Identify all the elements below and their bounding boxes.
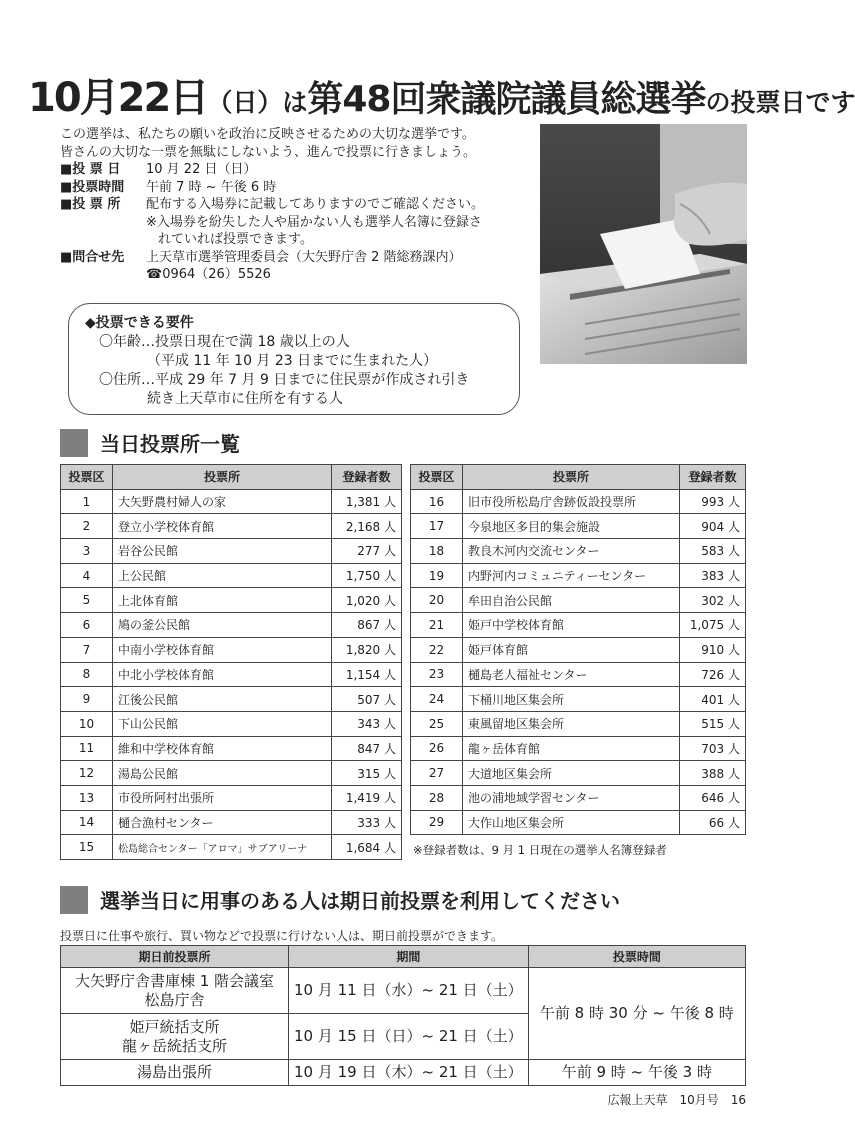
polling-place: 中北小学校体育館: [113, 662, 332, 687]
col-header: 投票所: [113, 465, 332, 490]
registered-count: 1,419 人: [332, 785, 402, 810]
page-footer: 広報上天草 10月号 16: [607, 1093, 746, 1107]
col-header: 投票時間: [528, 946, 745, 968]
table-row: [61, 489, 402, 514]
early-place: 松島庁舎: [144, 990, 205, 1009]
district-number: 25: [411, 711, 463, 736]
table-row: [61, 785, 402, 810]
polling-place: 岩谷公民館: [113, 539, 332, 564]
registered-count: 388 人: [680, 761, 746, 786]
place-note: ※入場券を紛失した人や届かない人も選挙人名簿に登録さ: [146, 214, 482, 230]
district-number: 8: [61, 662, 113, 687]
registered-count: 343 人: [332, 711, 402, 736]
table-row: [61, 637, 402, 662]
district-number: 16: [411, 489, 463, 514]
early-time-main: 午前 8 時 30 分 ~ 午後 8 時: [528, 968, 745, 1060]
polling-place: 維和中学校体育館: [113, 736, 332, 761]
registered-count: 847 人: [332, 736, 402, 761]
info-label: ■投票時間: [60, 179, 125, 195]
info-row-place: [60, 196, 530, 214]
table-row: [411, 613, 746, 638]
col-header: 投票区: [61, 465, 113, 490]
district-number: 19: [411, 563, 463, 588]
table-row: [411, 637, 746, 662]
district-number: 9: [61, 687, 113, 712]
intro-line: 皆さんの大切な一票を無駄にしないよう、進んで投票に行きましょう。: [60, 144, 477, 160]
polling-place: 教良木河内交流センター: [463, 539, 680, 564]
registered-count: 507 人: [332, 687, 402, 712]
table-row: [411, 810, 746, 835]
polling-place: 中南小学校体育館: [113, 637, 332, 662]
polling-place: 松島総合センター「アロマ」サブアリーナ: [113, 835, 332, 860]
polling-place: 湯島公民館: [113, 761, 332, 786]
registered-count: 66 人: [680, 810, 746, 835]
info-row-contact: [60, 249, 530, 267]
district-number: 20: [411, 588, 463, 613]
col-header: 登録者数: [680, 465, 746, 490]
place-note-cont: れていれば投票できます。: [158, 232, 313, 247]
table-row: [61, 588, 402, 613]
district-number: 3: [61, 539, 113, 564]
info-value: 配布する入場券に記載してありますのでご確認ください。: [146, 197, 485, 212]
early-time-yushima: 午前 9 時 ~ 午後 3 時: [528, 1060, 745, 1086]
district-number: 13: [61, 785, 113, 810]
district-number: 21: [411, 613, 463, 638]
polling-place: 姫戸中学校体育館: [463, 613, 680, 638]
early-place: 大矢野庁舎書庫棟 1 階会議室: [74, 971, 275, 990]
table-row: [61, 761, 402, 786]
polling-table-left: [60, 464, 402, 860]
registered-count: 646 人: [680, 785, 746, 810]
col-header: 投票区: [411, 465, 463, 490]
early-voting-table: [60, 945, 746, 1086]
registered-count: 1,684 人: [332, 835, 402, 860]
section-square-icon: [60, 429, 88, 457]
district-number: 22: [411, 637, 463, 662]
table-row: [61, 662, 402, 687]
polling-place: 東風留地区集会所: [463, 711, 680, 736]
district-number: 10: [61, 711, 113, 736]
district-number: 2: [61, 514, 113, 539]
registered-count: 302 人: [680, 588, 746, 613]
info-label: ■問合せ先: [60, 249, 125, 265]
early-place-cell: [61, 968, 289, 1014]
info-value: 10 月 22 日（日）: [146, 162, 257, 177]
polling-place: 鳩の釜公民館: [113, 613, 332, 638]
polling-place: 旧市役所松島庁舎跡仮設投票所: [463, 489, 680, 514]
info-label: ■投 票 日: [60, 162, 121, 177]
polling-note: ※登録者数は、9 月 1 日現在の選挙人名簿登録者: [413, 843, 667, 857]
early-voting-intro: 投票日に仕事や旅行、買い物などで投票に行けない人は、期日前投票ができます。: [60, 929, 504, 943]
section-title: 当日投票所一覧: [100, 432, 240, 456]
registered-count: 910 人: [680, 637, 746, 662]
district-number: 12: [61, 761, 113, 786]
section-heading-polling: [60, 428, 240, 457]
table-row: [61, 1060, 746, 1086]
district-number: 17: [411, 514, 463, 539]
col-header: 登録者数: [332, 465, 402, 490]
table-row: [61, 810, 402, 835]
section-title: 選挙当日に用事のある人は期日前投票を利用してください: [100, 889, 620, 913]
requirement-address: 〇住所…平成 29 年 7 月 9 日までに住民票が作成され引き: [99, 372, 470, 388]
district-number: 23: [411, 662, 463, 687]
headline-suffix: の投票日です: [705, 88, 855, 117]
district-number: 24: [411, 687, 463, 712]
registered-count: 703 人: [680, 736, 746, 761]
table-header-row: [61, 946, 746, 968]
ballot-box-photo: [540, 124, 747, 364]
district-number: 28: [411, 785, 463, 810]
polling-place: 大矢野農村婦人の家: [113, 489, 332, 514]
registered-count: 1,020 人: [332, 588, 402, 613]
polling-place: 大作山地区集会所: [463, 810, 680, 835]
early-place: 龍ヶ岳統括支所: [121, 1036, 227, 1055]
polling-place: 池の浦地域学習センター: [463, 785, 680, 810]
table-row: [411, 563, 746, 588]
early-place-cell: [61, 1014, 289, 1060]
district-number: 4: [61, 563, 113, 588]
intro-block: [60, 126, 530, 284]
table-row: [411, 761, 746, 786]
polling-place: 下山公民館: [113, 711, 332, 736]
table-header-row: [411, 465, 746, 490]
early-place: 姫戸統括支所: [129, 1017, 220, 1036]
district-number: 18: [411, 539, 463, 564]
registered-count: 277 人: [332, 539, 402, 564]
district-number: 29: [411, 810, 463, 835]
registered-count: 1,154 人: [332, 662, 402, 687]
district-number: 27: [411, 761, 463, 786]
polling-place: 下桶川地区集会所: [463, 687, 680, 712]
table-row: [61, 563, 402, 588]
requirements-box: [68, 303, 520, 415]
requirement-age-note: （平成 11 年 10 月 23 日までに生まれた人）: [147, 353, 438, 369]
polling-place: 姫戸体育館: [463, 637, 680, 662]
table-row: [411, 539, 746, 564]
district-number: 5: [61, 588, 113, 613]
table-row: [61, 687, 402, 712]
headline-election: 第48回衆議院議員総選挙: [307, 79, 706, 120]
registered-count: 401 人: [680, 687, 746, 712]
info-value: 午前 7 時 ~ 午後 6 時: [146, 179, 277, 195]
registered-count: 333 人: [332, 810, 402, 835]
requirement-address-cont: 続き上天草市に住所を有する人: [147, 391, 343, 407]
registered-count: 726 人: [680, 662, 746, 687]
polling-place: 上北体育館: [113, 588, 332, 613]
polling-place: 大道地区集会所: [463, 761, 680, 786]
district-number: 15: [61, 835, 113, 860]
registered-count: 1,820 人: [332, 637, 402, 662]
polling-place: 登立小学校体育館: [113, 514, 332, 539]
polling-place: 今泉地区多目的集会施設: [463, 514, 680, 539]
table-row: [411, 514, 746, 539]
requirements-title: ◆投票できる要件: [85, 315, 194, 331]
polling-place: 江後公民館: [113, 687, 332, 712]
district-number: 7: [61, 637, 113, 662]
contact-phone: ☎0964（26）5526: [146, 267, 271, 282]
col-header: 期間: [289, 946, 529, 968]
table-row: [411, 662, 746, 687]
headline-day: （日）は: [207, 88, 308, 117]
polling-place: 内野河内コミュニティーセンター: [463, 563, 680, 588]
district-number: 6: [61, 613, 113, 638]
section-heading-early-voting: [60, 885, 620, 914]
section-square-icon: [60, 886, 88, 914]
table-row: [61, 613, 402, 638]
early-period: 10 月 15 日（日）~ 21 日（土）: [289, 1014, 529, 1060]
info-value: 上天草市選挙管理委員会（大矢野庁舎 2 階総務課内）: [146, 249, 462, 265]
polling-place: 市役所阿村出張所: [113, 785, 332, 810]
table-row: [61, 711, 402, 736]
registered-count: 1,750 人: [332, 563, 402, 588]
district-number: 1: [61, 489, 113, 514]
headline-date: 10月22日: [28, 75, 208, 121]
table-row: [411, 687, 746, 712]
requirement-age: 〇年齢…投票日現在で満 18 歳以上の人: [99, 334, 350, 350]
info-row-date: [60, 161, 530, 179]
polling-place: 樋島老人福祉センター: [463, 662, 680, 687]
page-headline: [28, 66, 855, 121]
registered-count: 993 人: [680, 489, 746, 514]
registered-count: 583 人: [680, 539, 746, 564]
table-row: [61, 835, 402, 860]
polling-place: 樋合漁村センター: [113, 810, 332, 835]
registered-count: 1,075 人: [680, 613, 746, 638]
district-number: 26: [411, 736, 463, 761]
registered-count: 315 人: [332, 761, 402, 786]
table-row: [61, 514, 402, 539]
table-row: [411, 588, 746, 613]
early-period: 10 月 11 日（水）~ 21 日（土）: [289, 968, 529, 1014]
polling-place: 牟田自治公民館: [463, 588, 680, 613]
early-period: 10 月 19 日（木）~ 21 日（土）: [289, 1060, 529, 1086]
table-row: [61, 539, 402, 564]
registered-count: 867 人: [332, 613, 402, 638]
district-number: 14: [61, 810, 113, 835]
table-row: [411, 711, 746, 736]
col-header: 期日前投票所: [61, 946, 289, 968]
polling-table-right: [410, 464, 746, 835]
table-row: [411, 736, 746, 761]
info-label: ■投 票 所: [60, 197, 121, 212]
district-number: 11: [61, 736, 113, 761]
registered-count: 383 人: [680, 563, 746, 588]
col-header: 投票所: [463, 465, 680, 490]
table-row: [61, 736, 402, 761]
polling-place: 上公民館: [113, 563, 332, 588]
info-row-time: [60, 179, 530, 197]
table-row: [411, 785, 746, 810]
registered-count: 2,168 人: [332, 514, 402, 539]
table-header-row: [61, 465, 402, 490]
registered-count: 904 人: [680, 514, 746, 539]
polling-place: 龍ヶ岳体育館: [463, 736, 680, 761]
intro-line: この選挙は、私たちの願いを政治に反映させるための大切な選挙です。: [60, 127, 475, 142]
table-row: [411, 489, 746, 514]
early-place: 湯島出張所: [61, 1060, 289, 1086]
registered-count: 515 人: [680, 711, 746, 736]
table-row: [61, 968, 746, 1014]
registered-count: 1,381 人: [332, 489, 402, 514]
